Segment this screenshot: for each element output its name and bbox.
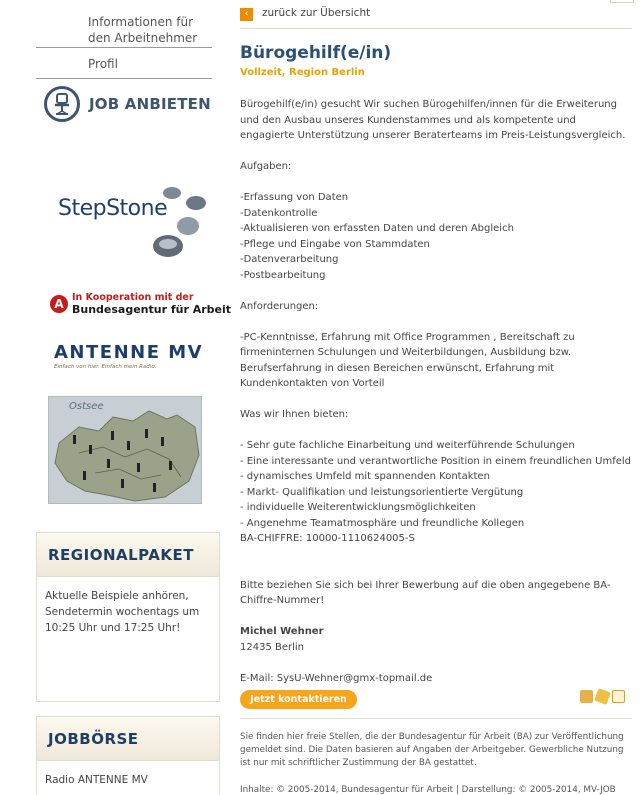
- description-line: -Aktualisieren von erfassten Daten und deren Abgleich: [240, 223, 514, 234]
- job-title: Bürogehilf(e/in): [240, 43, 392, 63]
- description-spacer: [240, 423, 632, 439]
- stepstone-logo[interactable]: [58, 184, 208, 270]
- description-spacer: [240, 562, 632, 578]
- map-graphic: [49, 397, 202, 504]
- back-bar: [240, 6, 632, 22]
- mail-icon[interactable]: [612, 690, 625, 703]
- description-line: - Sehr gute fachliche Einarbeitung und weiterführende Schulungen: [240, 440, 575, 451]
- description-spacer: [240, 175, 632, 191]
- back-to-overview-link[interactable]: zurück zur Übersicht: [262, 7, 371, 19]
- ba-name-text: Bundesagentur für Arbeit: [72, 303, 232, 316]
- sidebar: [36, 0, 232, 795]
- ba-mark-icon: A: [50, 295, 68, 313]
- description-line: - dynamisches Umfeld mit spannenden Kontakten: [240, 471, 490, 482]
- contact-button[interactable]: Jetzt kontaktieren: [240, 690, 357, 709]
- description-spacer: [240, 144, 632, 160]
- description-line: -Datenkontrolle: [240, 207, 318, 219]
- description-line: - individuelle Weiterentwicklungsmöglichkeiten: [240, 502, 476, 513]
- description-line: -Pflege und Eingabe von Stammdaten: [240, 238, 430, 250]
- region-map[interactable]: [48, 396, 202, 504]
- job-subtitle: Vollzeit, Region Berlin: [240, 67, 365, 78]
- description-spacer: [240, 609, 632, 625]
- job-anbieten-label: JOB ANBIETEN: [89, 95, 211, 113]
- divider: [240, 28, 632, 29]
- stepstone-wordmark: StepStone: [58, 196, 168, 221]
- stepstone-stones-icon: [140, 184, 210, 270]
- job-description: [240, 97, 632, 686]
- map-ostsee-label: Ostsee: [69, 401, 104, 412]
- nav-divider: [36, 78, 212, 79]
- description-spacer: [240, 392, 632, 408]
- antenne-slogan: Einfach von hier. Einfach mein Radio.: [54, 364, 157, 370]
- jobboerse-title: JOBBÖRSE: [37, 717, 219, 761]
- description-line: Michel Wehner: [240, 626, 324, 637]
- sidebar-item-profil[interactable]: Profil: [88, 57, 118, 71]
- jobboerse-panel: [36, 716, 220, 795]
- description-line: BA-CHIFFRE: 10000-1110624005-S: [240, 533, 415, 544]
- description-line: Bürogehilf(e/in) gesucht Wir suchen Bürogehilfen/innen für die Erweiterung und den Ausbau unseres Kundenstammes und als kompetente und engagierte Unterstützung unserer Beraterteams im Preis-Leistungsvergleich.: [240, 99, 626, 141]
- antenne-wordmark: ANTENNE MV: [54, 342, 204, 363]
- sidebar-item-info-arbeitnehmer[interactable]: Informationen für den Arbeitnehmer: [88, 15, 198, 45]
- description-line: -Datenverarbeitung: [240, 254, 339, 265]
- description-line: -Postbearbeitung: [240, 269, 326, 281]
- footer-note: Sie finden hier freie Stellen, die der Bundesagentur für Arbeit (BA) zur Veröffentlichung gemeldet sind. Die Daten basieren auf Angaben der Arbeitgeber. Gewerbliche Nutzung ist nur mit schriftlicher Zustimmung der BA gestattet.: [240, 732, 624, 768]
- regionalpaket-text: Aktuelle Beispiele anhören, Sendetermin wochentags um 10:25 Uhr und 17:25 Uhr!: [45, 590, 200, 634]
- antenne-mv-logo[interactable]: [54, 342, 204, 376]
- description-line: Aufgaben:: [240, 161, 292, 172]
- description-spacer: [240, 283, 632, 299]
- footer-copyright: Inhalte: © 2005-2014, Bundesagentur für Arbeit | Darstellung: © 2005-2014, MV-JOB: [240, 785, 616, 795]
- nav-divider: [36, 47, 212, 48]
- description-line: -PC-Kenntnisse, Erfahrung mit Office Programmen , Bereitschaft zu firmeninternen Schulungen und Weiterbildungen, Ausbildung bzw. Berufserfahrung in diesen Bereichen erwünscht, Erfahrung mit Kundenkontakten von Vorteil: [240, 331, 578, 389]
- job-anbieten-link[interactable]: [44, 84, 214, 124]
- description-spacer: [240, 547, 632, 563]
- regionalpaket-title: REGIONALPAKET: [37, 533, 219, 577]
- description-line: - Angenehme Teamatmosphäre und freundliche Kollegen: [240, 517, 525, 529]
- description-line: Was wir Ihnen bieten:: [240, 409, 349, 420]
- description-spacer: [240, 314, 632, 330]
- chair-icon: [44, 86, 80, 122]
- print-icon[interactable]: [580, 690, 593, 703]
- top-right-frame: [610, 0, 634, 3]
- description-line: E-Mail: SysU-Wehner@gmx-topmail.de: [240, 672, 433, 684]
- description-line: Anforderungen:: [240, 300, 319, 312]
- description-spacer: [240, 655, 632, 671]
- description-line: -Erfassung von Daten: [240, 192, 349, 203]
- bookmark-icon[interactable]: [594, 688, 611, 705]
- action-icons: [580, 690, 625, 703]
- description-line: 12435 Berlin: [240, 641, 305, 653]
- jobboerse-text[interactable]: Radio ANTENNE MV: [45, 774, 148, 786]
- regionalpaket-panel: [36, 532, 220, 702]
- ba-cooperation-text: In Kooperation mit der: [72, 292, 194, 303]
- back-arrow-icon[interactable]: ‹: [240, 8, 253, 21]
- description-line: - Eine interessante und verantwortliche Position in einem freundlichen Umfeld: [240, 455, 632, 467]
- description-line: Bitte beziehen Sie sich bei Ihrer Bewerbung auf die oben angegebene BA-Chiffre-Nummer!: [240, 579, 611, 606]
- divider: [240, 718, 632, 719]
- description-line: - Markt- Qualifikation und leistungsorientierte Vergütung: [240, 486, 524, 498]
- bundesagentur-logo[interactable]: [50, 292, 232, 318]
